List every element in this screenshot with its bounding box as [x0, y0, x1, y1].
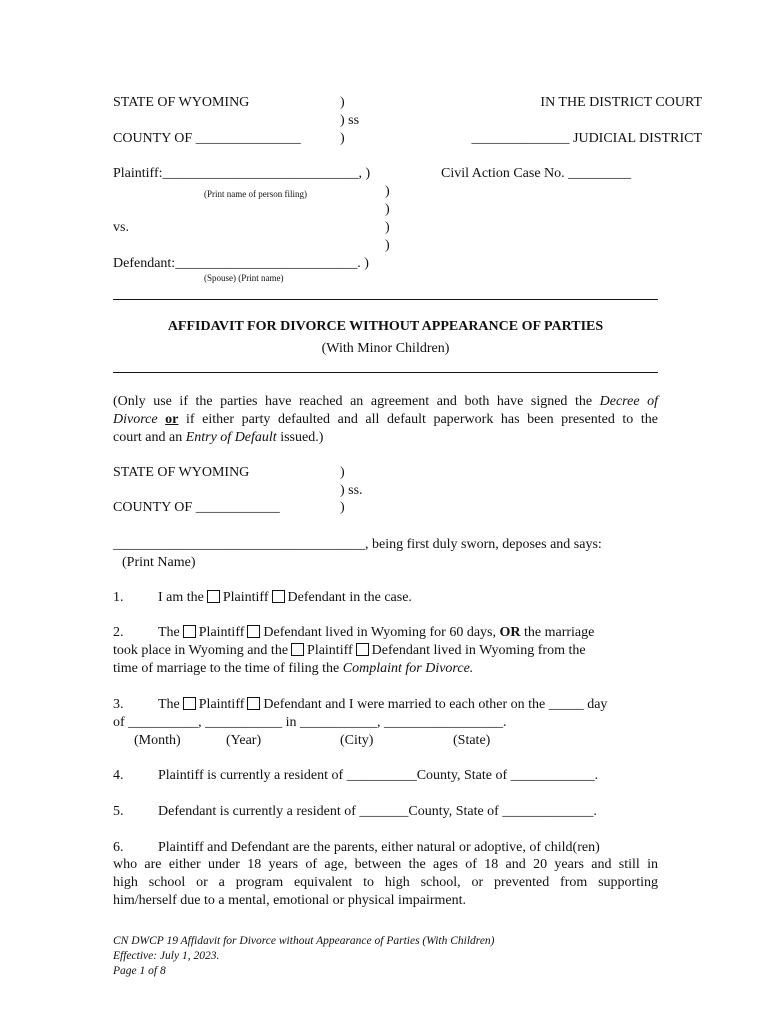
item-3-month-hint: (Month) — [134, 733, 181, 748]
item-3-state-hint: (State) — [453, 733, 491, 748]
caption-paren: ) — [385, 184, 390, 199]
defendant-checkbox[interactable] — [247, 625, 260, 638]
sworn-line: ____________________________________, being first duly sworn, deposes and says: — [113, 537, 602, 552]
document-subtitle: (With Minor Children) — [321, 341, 450, 356]
defendant-line: Defendant:__________________________. ) — [113, 256, 369, 271]
sworn-hint: (Print Name) — [122, 555, 196, 570]
intro-line-2: Divorce or if either party defaulted and all default paperwork has been presented to the — [113, 412, 658, 427]
plaintiff-line: Plaintiff:____________________________, ) — [113, 166, 371, 181]
item-6-number: 6. — [113, 840, 124, 855]
item-3-year-hint: (Year) — [226, 733, 262, 748]
item-2-line-3: time of marriage to the time of filing the Complaint for Divorce. — [113, 661, 474, 676]
item-1-number: 1. — [113, 590, 124, 605]
venue-county-label: COUNTY OF ____________ — [113, 500, 280, 515]
item-3-number: 3. — [113, 697, 124, 712]
caption-state-label: STATE OF WYOMING — [113, 95, 250, 110]
plaintiff-checkbox[interactable] — [183, 697, 196, 710]
intro-line-3: court and an Entry of Default issued.) — [113, 430, 324, 445]
caption-county-label: COUNTY OF _______________ — [113, 131, 301, 146]
item-5-text: Defendant is currently a resident of _______County, State of _____________. — [158, 804, 597, 819]
item-4-number: 4. — [113, 768, 124, 783]
document-title: AFFIDAVIT FOR DIVORCE WITHOUT APPEARANCE OF PARTIES — [167, 319, 604, 334]
court-name: IN THE DISTRICT COURT — [540, 95, 702, 110]
vs-label: vs. — [113, 220, 129, 235]
plaintiff-checkbox[interactable] — [207, 590, 220, 603]
caption-paren: ) — [385, 220, 390, 235]
civil-action-case-no: Civil Action Case No. _________ — [441, 166, 632, 181]
intro-line-1: (Only use if the parties have reached an agreement and both have signed the Decree of — [113, 394, 658, 409]
item-2-line-2: took place in Wyoming and the Plaintiff Defendant lived in Wyoming from the — [113, 643, 586, 658]
defendant-checkbox[interactable] — [356, 643, 369, 656]
divider-top — [113, 299, 658, 300]
venue-paren: ) — [340, 465, 345, 480]
plaintiff-checkbox[interactable] — [183, 625, 196, 638]
item-5-number: 5. — [113, 804, 124, 819]
venue-state-label: STATE OF WYOMING — [113, 465, 250, 480]
item-1-text: I am the Plaintiff Defendant in the case. — [158, 590, 412, 605]
plaintiff-hint: (Print name of person filing) — [204, 189, 307, 199]
caption-paren: ) — [385, 202, 390, 217]
defendant-hint: (Spouse) (Print name) — [204, 273, 284, 283]
defendant-checkbox[interactable] — [247, 697, 260, 710]
footer-form-id: CN DWCP 19 Affidavit for Divorce without Appearance of Parties (With Children) — [113, 935, 495, 947]
item-6-line-3: high school or a program equivalent to high school, or prevented from supporting — [113, 875, 658, 890]
item-4-text: Plaintiff is currently a resident of __________County, State of ____________. — [158, 768, 599, 783]
venue-ss: ) ss. — [340, 483, 363, 498]
item-3-line-2: of __________, ___________ in ___________, _________________. — [113, 715, 507, 730]
item-3-city-hint: (City) — [340, 733, 374, 748]
footer-page-number: Page 1 of 8 — [113, 965, 166, 977]
item-6-line-4: him/herself due to a mental, emotional or physical impairment. — [113, 893, 467, 908]
caption-paren: ) — [340, 131, 345, 146]
defendant-checkbox[interactable] — [272, 590, 285, 603]
item-2-number: 2. — [113, 625, 124, 640]
item-6-line-2: who are either under 18 years of age, between the ages of 18 and 20 years and still in — [113, 857, 658, 872]
footer-effective-date: Effective: July 1, 2023. — [113, 950, 220, 962]
divider-bottom — [113, 372, 658, 373]
caption-ss: ) ss — [340, 113, 360, 128]
item-3-line-1: The Plaintiff Defendant and I were married to each other on the _____ day — [158, 697, 608, 712]
caption-paren: ) — [385, 238, 390, 253]
caption-paren: ) — [340, 95, 345, 110]
plaintiff-checkbox[interactable] — [291, 643, 304, 656]
judicial-district: ______________ JUDICIAL DISTRICT — [471, 131, 702, 146]
item-6-line-1: Plaintiff and Defendant are the parents, either natural or adoptive, of child(ren) — [158, 840, 600, 855]
venue-paren: ) — [340, 500, 345, 515]
item-2-line-1: The Plaintiff Defendant lived in Wyoming for 60 days, OR the marriage — [158, 625, 595, 640]
